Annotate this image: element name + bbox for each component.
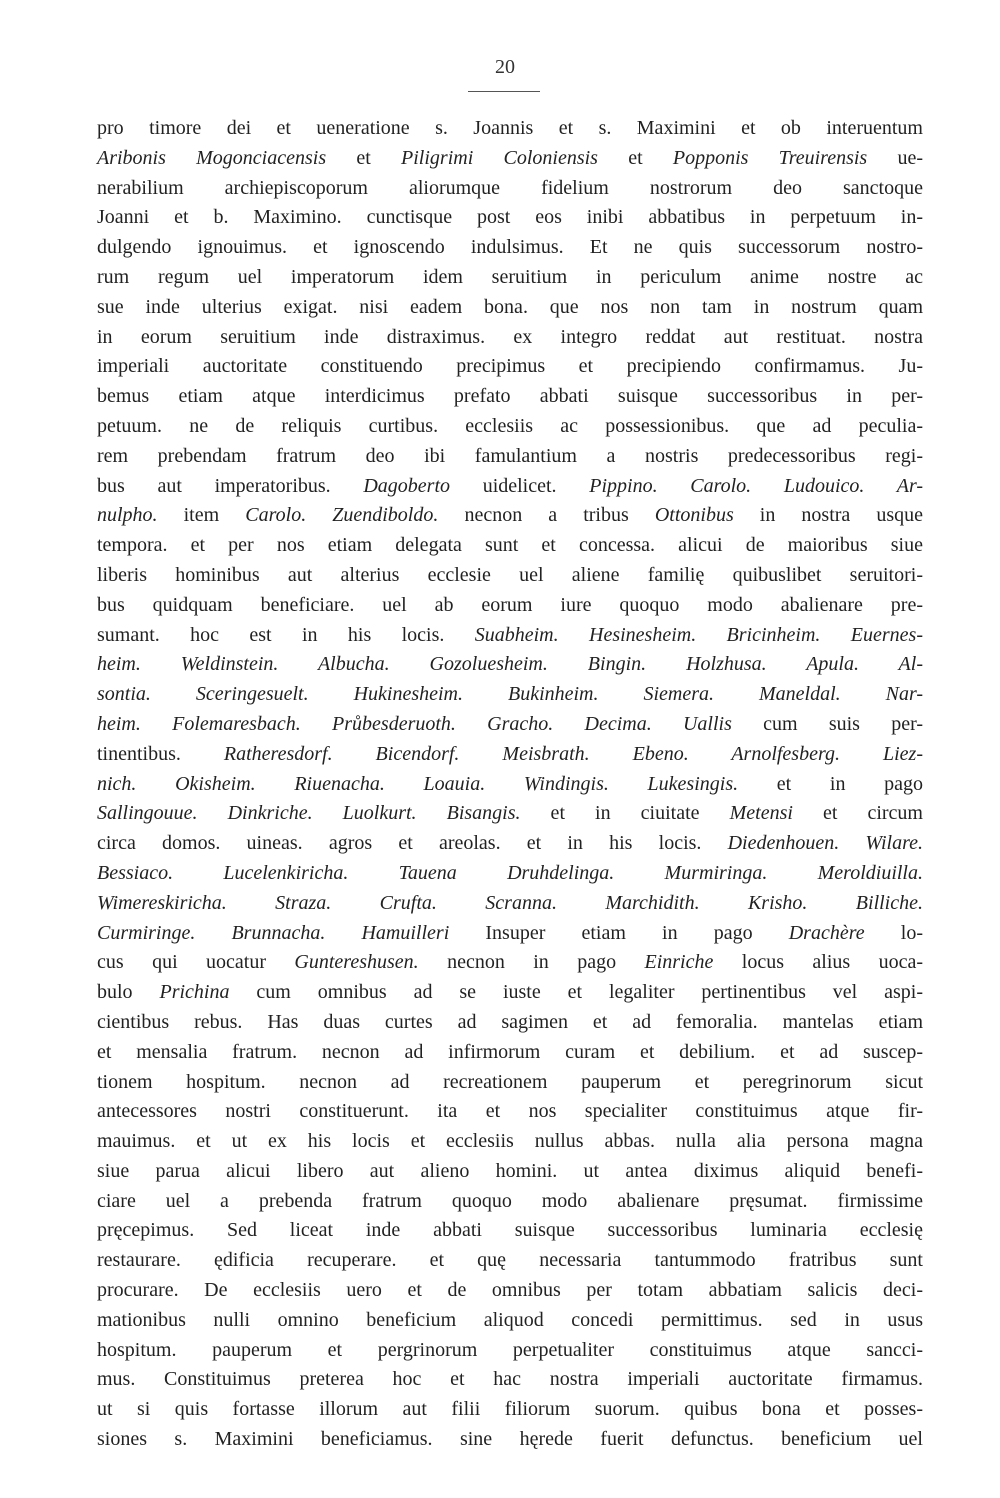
text-line — [97, 591, 923, 621]
text-segment: et circum — [792, 802, 923, 825]
text-segment: siones s. Maximini beneficiamus. sine hęrede fuerit defunctus. beneficium uel — [97, 1428, 923, 1451]
text-segment: item — [157, 504, 246, 527]
text-line — [97, 203, 923, 233]
text-segment: ut si quis fortasse illorum aut filii filiorum suorum. quibus bona et posses- — [97, 1398, 923, 1421]
text-segment: siue parua alicui libero aut alieno homini. ut antea diximus aliquid benefi- — [97, 1159, 923, 1182]
italic-place-name: Dagoberto — [363, 474, 451, 497]
text-segment: hospitum. pauperum et pergrinorum perpetualiter constituimus atque sancci- — [97, 1338, 923, 1361]
italic-place-name: heim. Weldinstein. Albucha. Gozoluesheim. Bingin. Holzhusa. Apula. Al- — [97, 653, 923, 676]
text-line — [97, 531, 923, 561]
text-line — [97, 1127, 923, 1157]
text-segment: necnon in pago — [418, 951, 645, 974]
text-segment: cum suis per- — [731, 712, 923, 735]
text-segment: circa domos. uineas. agros et areolas. et in his locis. — [97, 832, 728, 855]
text-line — [97, 740, 923, 770]
text-segment: pręcepimus. Sed liceat inde abbati suisque successoribus luminaria ecclesię — [97, 1219, 923, 1242]
text-line — [97, 919, 923, 949]
text-segment: rum regum uel imperatorum idem seruitium in periculum anime nostre ac — [97, 265, 923, 288]
text-line — [97, 561, 923, 591]
text-line — [97, 1097, 923, 1127]
text-line — [97, 233, 923, 263]
italic-place-name: Pippino. Carolo. Ludouico. Ar- — [589, 474, 923, 497]
italic-place-name: Suabheim. Hesinesheim. Bricinheim. Euernes- — [474, 623, 923, 646]
text-segment: bulo — [97, 981, 160, 1004]
text-line — [97, 144, 923, 174]
italic-place-name: Piligrimi Coloniensis — [401, 146, 598, 169]
italic-place-name: Sallingouue. Dinkriche. Luolkurt. Bisangis. — [97, 802, 521, 825]
italic-place-name: Ottonibus — [654, 504, 734, 527]
text-line — [97, 829, 923, 859]
text-line — [97, 352, 923, 382]
text-line — [97, 889, 923, 919]
text-line — [97, 978, 923, 1008]
italic-place-name: Bessiaco. Lucelenkiricha. Tauena Druhdelinga. Murmiringa. Meroldiuilla. — [97, 861, 923, 884]
text-line — [97, 412, 923, 442]
italic-place-name: Wimereskiricha. Straza. Crufta. Scranna. Marchidith. Krisho. Billiche. — [97, 891, 923, 914]
italic-place-name: nich. Okisheim. Riuenacha. Loauia. Windingis. Lukesingis. — [97, 772, 739, 795]
text-segment: et — [326, 146, 402, 169]
text-segment: in nostra usque — [733, 504, 924, 527]
text-line — [97, 1157, 923, 1187]
text-segment: uidelicet. — [450, 474, 590, 497]
text-segment: cus qui uocatur — [97, 951, 295, 974]
italic-place-name: Curmiringe. Brunnacha. Hamuilleri — [97, 921, 450, 944]
text-segment: dulgendo ignouimus. et ignoscendo indulsimus. Et ne quis successorum nostro- — [97, 236, 923, 259]
text-line — [97, 1038, 923, 1068]
text-line — [97, 1216, 923, 1246]
italic-place-name: nulpho. — [97, 504, 158, 527]
text-line — [97, 770, 923, 800]
text-line — [97, 680, 923, 710]
text-line — [97, 710, 923, 740]
text-segment: in eorum seruitium inde distraximus. ex integro reddat aut restituat. nostra — [97, 325, 923, 348]
text-line — [97, 1068, 923, 1098]
text-line — [97, 263, 923, 293]
text-segment: necnon a tribus — [438, 504, 655, 527]
text-segment: restaurare. ędificia recuperare. et quę necessaria tantummodo fratribus sunt — [97, 1249, 923, 1272]
text-line — [97, 859, 923, 889]
text-segment: sue inde ulterius exigat. nisi eadem bona. que nos non tam in nostrum quam — [97, 295, 923, 318]
text-segment: lo- — [864, 921, 923, 944]
text-segment: et in pago — [738, 772, 923, 795]
page-number-rule — [468, 91, 540, 92]
text-line — [97, 501, 923, 531]
text-line — [97, 114, 923, 144]
text-segment: tempora. et per nos etiam delegata sunt et concessa. alicui de maioribus siue — [97, 534, 923, 557]
text-segment: bus quidquam beneficiare. uel ab eorum iure quoquo modo abalienare pre- — [97, 593, 923, 616]
text-segment: Insuper etiam in pago — [449, 921, 789, 944]
italic-place-name: Diedenhouen. Wilare. — [727, 832, 923, 855]
text-segment: et mensalia fratrum. necnon ad infirmorum curam et debilium. et ad suscep- — [97, 1040, 923, 1063]
text-segment: mationibus nulli omnino beneficium aliquod concedi permittimus. sed in usus — [97, 1308, 923, 1331]
italic-place-name: heim. Folemaresbach. Průbesderuoth. Gracho. Decima. Uallis — [97, 712, 732, 735]
text-line — [97, 1246, 923, 1276]
text-segment: procurare. De ecclesiis uero et de omnibus per totam abbatiam salicis deci- — [97, 1279, 923, 1302]
italic-place-name: Drachère — [788, 921, 865, 944]
document-body — [97, 114, 923, 1455]
text-segment: bemus etiam atque interdicimus prefato abbati suisque successoribus in per- — [97, 385, 923, 408]
text-segment: ue- — [867, 146, 923, 169]
text-segment: sumant. hoc est in his locis. — [97, 623, 475, 646]
text-segment: locus alius uoca- — [713, 951, 924, 974]
italic-place-name: Prichina — [159, 981, 230, 1004]
text-segment: imperiali auctoritate constituendo precipimus et precipiendo confirmamus. Ju- — [97, 355, 923, 378]
italic-place-name: Aribonis Mogonciacensis — [97, 146, 327, 169]
text-line — [97, 948, 923, 978]
text-segment: tinentibus. — [97, 742, 224, 765]
text-segment: cum omnibus ad se iuste et legaliter pertinentibus vel aspi- — [229, 981, 924, 1004]
text-segment: cientibus rebus. Has duas curtes ad sagimen et ad femoralia. mantelas etiam — [97, 1010, 923, 1033]
italic-place-name: Popponis Treuirensis — [672, 146, 868, 169]
italic-place-name: Einriche — [644, 951, 714, 974]
text-segment: rem prebendam fratrum deo ibi famulantium a nostris predecessoribus regi- — [97, 444, 923, 467]
page-number: 20 — [495, 56, 515, 78]
text-segment: et in ciuitate — [520, 802, 730, 825]
italic-place-name: Metensi — [729, 802, 793, 825]
text-line — [97, 1306, 923, 1336]
text-line — [97, 293, 923, 323]
text-line — [97, 1395, 923, 1425]
italic-place-name: Guntereshusen. — [294, 951, 419, 974]
text-line — [97, 323, 923, 353]
italic-place-name: Carolo. Zuendiboldo. — [245, 504, 439, 527]
text-line — [97, 1187, 923, 1217]
text-segment: pro timore dei et ueneratione s. Joannis et s. Maximini et ob interuentum — [97, 117, 923, 139]
text-line — [97, 174, 923, 204]
text-segment: Joanni et b. Maximino. cunctisque post eos inibi abbatibus in perpetuum in- — [97, 206, 923, 229]
text-segment: et — [597, 146, 673, 169]
text-segment: liberis hominibus aut alterius ecclesie uel aliene familię quibuslibet seruitori- — [97, 563, 923, 586]
text-line — [97, 1276, 923, 1306]
text-line — [97, 621, 923, 651]
text-line — [97, 1336, 923, 1366]
text-line — [97, 472, 923, 502]
text-segment: antecessores nostri constituerunt. ita et nos specialiter constituimus atque fir- — [97, 1100, 923, 1123]
text-line — [97, 1008, 923, 1038]
text-segment: ciare uel a prebenda fratrum quoquo modo abalienare pręsumat. firmissime — [97, 1189, 923, 1212]
text-segment: mus. Constituimus preterea hoc et hac nostra imperiali auctoritate firmamus. — [97, 1368, 923, 1391]
text-line — [97, 382, 923, 412]
text-segment: tionem hospitum. necnon ad recreationem pauperum et peregrinorum sicut — [97, 1070, 923, 1093]
text-line — [97, 1425, 923, 1455]
text-segment: bus aut imperatoribus. — [97, 474, 364, 497]
text-segment: petuum. ne de reliquis curtibus. ecclesiis ac possessionibus. que ad peculia- — [97, 414, 923, 437]
text-segment: mauimus. et ut ex his locis et ecclesiis nullus abbas. nulla alia persona magna — [97, 1130, 923, 1153]
text-line — [97, 1365, 923, 1395]
italic-place-name: sontia. Sceringesuelt. Hukinesheim. Bukinheim. Siemera. Maneldal. Nar- — [97, 683, 923, 706]
text-line — [97, 442, 923, 472]
text-segment: nerabilium archiepiscoporum aliorumque fidelium nostrorum deo sanctoque — [97, 176, 923, 199]
text-line — [97, 799, 923, 829]
text-line — [97, 650, 923, 680]
italic-place-name: Ratheresdorf. Bicendorf. Meisbrath. Ebeno. Arnolfesberg. Liez- — [223, 742, 923, 765]
